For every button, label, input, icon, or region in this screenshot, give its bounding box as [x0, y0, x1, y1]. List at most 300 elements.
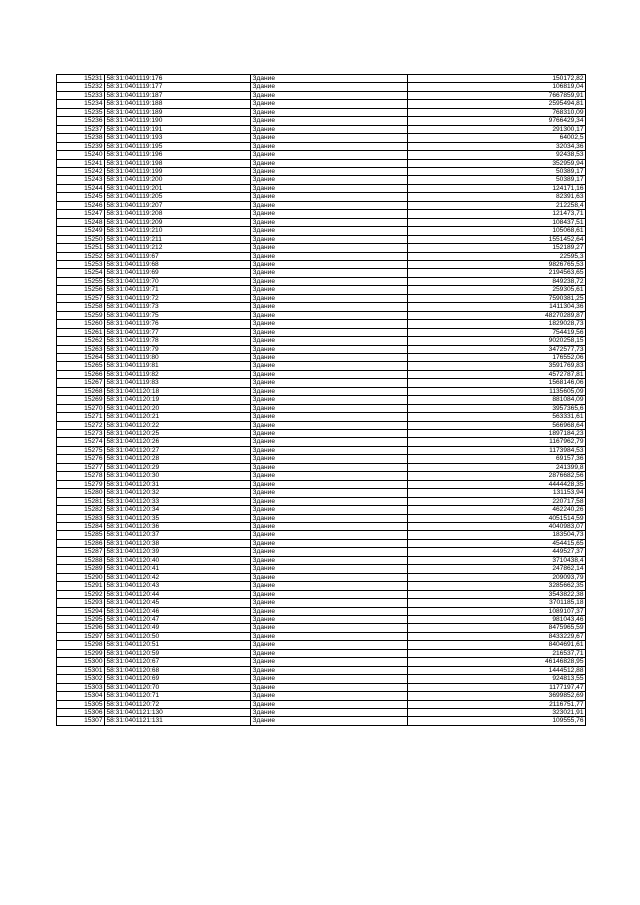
cadastral-number-cell: 58:31:0401120:33: [105, 497, 251, 505]
row-number-cell: 15291: [57, 582, 105, 590]
cadastral-value-cell: 454415,65: [408, 539, 586, 547]
cadastral-value-cell: 64002,5: [408, 134, 586, 142]
cadastral-number-cell: 58:31:0401120:31: [105, 480, 251, 488]
row-number-cell: 15256: [57, 286, 105, 294]
cadastral-number-cell: 58:31:0401120:28: [105, 455, 251, 463]
row-number-cell: 15304: [57, 692, 105, 700]
cadastral-value-cell: 121473,71: [408, 210, 586, 218]
cadastral-number-cell: 58:31:0401119:72: [105, 294, 251, 302]
row-number-cell: 15285: [57, 531, 105, 539]
object-type-cell: Здание: [251, 455, 408, 463]
cadastral-number-cell: 58:31:0401120:26: [105, 438, 251, 446]
object-type-cell: Здание: [251, 708, 408, 716]
row-number-cell: 15236: [57, 117, 105, 125]
cadastral-value-cell: 247862,14: [408, 565, 586, 573]
cadastral-value-cell: 209093,79: [408, 573, 586, 581]
row-number-cell: 15232: [57, 83, 105, 91]
object-type-cell: Здание: [251, 100, 408, 108]
row-number-cell: 15265: [57, 362, 105, 370]
cadastral-value-cell: 849238,72: [408, 277, 586, 285]
table-row: [57, 708, 586, 716]
object-type-cell: Здание: [251, 675, 408, 683]
cadastral-value-cell: 259305,61: [408, 286, 586, 294]
table-row: [57, 294, 586, 302]
cadastral-value-cell: 109555,76: [408, 717, 586, 725]
table-row: [57, 421, 586, 429]
object-type-cell: Здание: [251, 125, 408, 133]
row-number-cell: 15271: [57, 413, 105, 421]
object-type-cell: Здание: [251, 649, 408, 657]
cadastral-value-cell: 291300,17: [408, 125, 586, 133]
row-number-cell: 15243: [57, 176, 105, 184]
cadastral-value-cell: 352959,94: [408, 159, 586, 167]
cadastral-number-cell: 58:31:0401121:130: [105, 708, 251, 716]
table-row: [57, 624, 586, 632]
object-type-cell: Здание: [251, 632, 408, 640]
cadastral-number-cell: 58:31:0401120:20: [105, 404, 251, 412]
row-number-cell: 15242: [57, 167, 105, 175]
cadastral-value-cell: 1173984,53: [408, 446, 586, 454]
cadastral-number-cell: 58:31:0401120:44: [105, 590, 251, 598]
cadastral-number-cell: 58:31:0401119:69: [105, 269, 251, 277]
cadastral-number-cell: 58:31:0401120:38: [105, 539, 251, 547]
table-row: [57, 413, 586, 421]
cadastral-number-cell: 58:31:0401119:205: [105, 193, 251, 201]
cadastral-value-cell: 106819,04: [408, 83, 586, 91]
cadastral-value-cell: 462240,26: [408, 506, 586, 514]
cadastral-value-cell: 124171,16: [408, 184, 586, 192]
row-number-cell: 15245: [57, 193, 105, 201]
cadastral-value-cell: 176552,06: [408, 353, 586, 361]
row-number-cell: 15287: [57, 548, 105, 556]
table-row: [57, 159, 586, 167]
table-row: [57, 218, 586, 226]
table-row: [57, 142, 586, 150]
table-row: [57, 328, 586, 336]
cadastral-number-cell: 58:31:0401119:189: [105, 108, 251, 116]
cadastral-value-cell: 4572787,81: [408, 370, 586, 378]
cadastral-number-cell: 58:31:0401120:25: [105, 430, 251, 438]
cadastral-value-cell: 1444512,88: [408, 666, 586, 674]
table-body: [57, 75, 586, 726]
row-number-cell: 15267: [57, 379, 105, 387]
cadastral-number-cell: 58:31:0401119:188: [105, 100, 251, 108]
table-row: [57, 675, 586, 683]
object-type-cell: Здание: [251, 260, 408, 268]
object-type-cell: Здание: [251, 565, 408, 573]
object-type-cell: Здание: [251, 193, 408, 201]
object-type-cell: Здание: [251, 235, 408, 243]
object-type-cell: Здание: [251, 167, 408, 175]
table-row: [57, 303, 586, 311]
object-type-cell: Здание: [251, 717, 408, 725]
object-type-cell: Здание: [251, 387, 408, 395]
row-number-cell: 15270: [57, 404, 105, 412]
table-row: [57, 666, 586, 674]
cadastral-value-cell: 32034,36: [408, 142, 586, 150]
table-row: [57, 311, 586, 319]
row-number-cell: 15297: [57, 632, 105, 640]
cadastral-number-cell: 58:31:0401119:212: [105, 244, 251, 252]
table-row: [57, 184, 586, 192]
object-type-cell: Здание: [251, 421, 408, 429]
object-type-cell: Здание: [251, 472, 408, 480]
object-type-cell: Здание: [251, 700, 408, 708]
cadastral-value-cell: 3957365,6: [408, 404, 586, 412]
table-row: [57, 404, 586, 412]
row-number-cell: 15293: [57, 599, 105, 607]
cadastral-value-cell: 183504,73: [408, 531, 586, 539]
cadastral-number-cell: 58:31:0401120:51: [105, 641, 251, 649]
cadastral-number-cell: 58:31:0401119:190: [105, 117, 251, 125]
table-row: [57, 607, 586, 615]
cadastral-value-cell: 69157,36: [408, 455, 586, 463]
cadastral-value-cell: 2876682,56: [408, 472, 586, 480]
table-row: [57, 531, 586, 539]
row-number-cell: 15237: [57, 125, 105, 133]
cadastral-value-cell: 8404691,61: [408, 641, 586, 649]
row-number-cell: 15278: [57, 472, 105, 480]
table-row: [57, 353, 586, 361]
row-number-cell: 15238: [57, 134, 105, 142]
object-type-cell: Здание: [251, 379, 408, 387]
cadastral-number-cell: 58:31:0401119:193: [105, 134, 251, 142]
object-type-cell: Здание: [251, 142, 408, 150]
row-number-cell: 15262: [57, 337, 105, 345]
table-row: [57, 176, 586, 184]
table-row: [57, 134, 586, 142]
row-number-cell: 15273: [57, 430, 105, 438]
object-type-cell: Здание: [251, 658, 408, 666]
row-number-cell: 15305: [57, 700, 105, 708]
cadastral-value-cell: 2116751,77: [408, 700, 586, 708]
cadastral-value-cell: 924813,55: [408, 675, 586, 683]
cadastral-number-cell: 58:31:0401120:59: [105, 649, 251, 657]
object-type-cell: Здание: [251, 446, 408, 454]
row-number-cell: 15307: [57, 717, 105, 725]
cadastral-number-cell: 58:31:0401119:78: [105, 337, 251, 345]
row-number-cell: 15299: [57, 649, 105, 657]
cadastral-number-cell: 58:31:0401120:72: [105, 700, 251, 708]
cadastral-number-cell: 58:31:0401120:32: [105, 489, 251, 497]
object-type-cell: Здание: [251, 404, 408, 412]
table-row: [57, 438, 586, 446]
cadastral-number-cell: 58:31:0401120:34: [105, 506, 251, 514]
row-number-cell: 15290: [57, 573, 105, 581]
table-row: [57, 599, 586, 607]
table-row: [57, 193, 586, 201]
row-number-cell: 15259: [57, 311, 105, 319]
cadastral-value-cell: 212258,4: [408, 201, 586, 209]
table-row: [57, 91, 586, 99]
object-type-cell: Здание: [251, 294, 408, 302]
object-type-cell: Здание: [251, 489, 408, 497]
object-type-cell: Здание: [251, 269, 408, 277]
object-type-cell: Здание: [251, 151, 408, 159]
row-number-cell: 15248: [57, 218, 105, 226]
object-type-cell: Здание: [251, 590, 408, 598]
row-number-cell: 15280: [57, 489, 105, 497]
cadastral-number-cell: 58:31:0401119:207: [105, 201, 251, 209]
object-type-cell: Здание: [251, 218, 408, 226]
cadastral-number-cell: 58:31:0401119:79: [105, 345, 251, 353]
row-number-cell: 15260: [57, 320, 105, 328]
table-row: [57, 463, 586, 471]
table-row: [57, 446, 586, 454]
cadastral-value-cell: 3285662,35: [408, 582, 586, 590]
table-row: [57, 286, 586, 294]
row-number-cell: 15235: [57, 108, 105, 116]
cadastral-value-cell: 3710438,4: [408, 556, 586, 564]
cadastral-value-cell: 92438,53: [408, 151, 586, 159]
object-type-cell: Здание: [251, 683, 408, 691]
cadastral-number-cell: 58:31:0401120:43: [105, 582, 251, 590]
object-type-cell: Здание: [251, 438, 408, 446]
row-number-cell: 15289: [57, 565, 105, 573]
row-number-cell: 15276: [57, 455, 105, 463]
row-number-cell: 15266: [57, 370, 105, 378]
table-row: [57, 260, 586, 268]
table-row: [57, 658, 586, 666]
table-row: [57, 489, 586, 497]
table-row: [57, 514, 586, 522]
object-type-cell: Здание: [251, 370, 408, 378]
object-type-cell: Здание: [251, 624, 408, 632]
cadastral-value-cell: 3591769,83: [408, 362, 586, 370]
cadastral-value-cell: 1897184,23: [408, 430, 586, 438]
object-type-cell: Здание: [251, 531, 408, 539]
row-number-cell: 15288: [57, 556, 105, 564]
cadastral-value-cell: 981043,46: [408, 616, 586, 624]
object-type-cell: Здание: [251, 514, 408, 522]
table-row: [57, 556, 586, 564]
table-row: [57, 320, 586, 328]
cadastral-number-cell: 58:31:0401119:195: [105, 142, 251, 150]
cadastral-value-cell: 768310,09: [408, 108, 586, 116]
cadastral-number-cell: 58:31:0401120:41: [105, 565, 251, 573]
cadastral-value-cell: 1177197,47: [408, 683, 586, 691]
cadastral-number-cell: 58:31:0401119:177: [105, 83, 251, 91]
cadastral-value-cell: 22595,3: [408, 252, 586, 260]
table-row: [57, 244, 586, 252]
cadastral-value-cell: 8433229,67: [408, 632, 586, 640]
cadastral-number-cell: 58:31:0401120:18: [105, 387, 251, 395]
table-row: [57, 235, 586, 243]
cadastral-value-cell: 754419,56: [408, 328, 586, 336]
row-number-cell: 15301: [57, 666, 105, 674]
object-type-cell: Здание: [251, 159, 408, 167]
table-row: [57, 548, 586, 556]
object-type-cell: Здание: [251, 210, 408, 218]
object-type-cell: Здание: [251, 227, 408, 235]
object-type-cell: Здание: [251, 582, 408, 590]
object-type-cell: Здание: [251, 134, 408, 142]
row-number-cell: 15277: [57, 463, 105, 471]
row-number-cell: 15244: [57, 184, 105, 192]
table-row: [57, 539, 586, 547]
object-type-cell: Здание: [251, 303, 408, 311]
object-type-cell: Здание: [251, 345, 408, 353]
table-row: [57, 632, 586, 640]
object-type-cell: Здание: [251, 184, 408, 192]
cadastral-value-cell: 48270289,87: [408, 311, 586, 319]
table-row: [57, 396, 586, 404]
table-row: [57, 523, 586, 531]
cadastral-number-cell: 58:31:0401119:77: [105, 328, 251, 336]
row-number-cell: 15279: [57, 480, 105, 488]
object-type-cell: Здание: [251, 463, 408, 471]
table-row: [57, 472, 586, 480]
table-row: [57, 337, 586, 345]
row-number-cell: 15264: [57, 353, 105, 361]
cadastral-number-cell: 58:31:0401119:76: [105, 320, 251, 328]
row-number-cell: 15241: [57, 159, 105, 167]
object-type-cell: Здание: [251, 252, 408, 260]
row-number-cell: 15250: [57, 235, 105, 243]
table-row: [57, 125, 586, 133]
table-row: [57, 345, 586, 353]
cadastral-value-cell: 2595494,81: [408, 100, 586, 108]
cadastral-value-cell: 563331,61: [408, 413, 586, 421]
cadastral-number-cell: 58:31:0401119:71: [105, 286, 251, 294]
cadastral-number-cell: 58:31:0401120:67: [105, 658, 251, 666]
row-number-cell: 15253: [57, 260, 105, 268]
row-number-cell: 15257: [57, 294, 105, 302]
cadastral-value-cell: 50389,17: [408, 167, 586, 175]
cadastral-number-cell: 58:31:0401120:29: [105, 463, 251, 471]
table-row: [57, 370, 586, 378]
row-number-cell: 15251: [57, 244, 105, 252]
object-type-cell: Здание: [251, 91, 408, 99]
cadastral-value-cell: 108437,51: [408, 218, 586, 226]
row-number-cell: 15282: [57, 506, 105, 514]
cadastral-value-cell: 9766429,34: [408, 117, 586, 125]
row-number-cell: 15239: [57, 142, 105, 150]
cadastral-number-cell: 58:31:0401120:69: [105, 675, 251, 683]
cadastral-number-cell: 58:31:0401120:21: [105, 413, 251, 421]
cadastral-value-cell: 105068,61: [408, 227, 586, 235]
cadastral-number-cell: 58:31:0401119:199: [105, 167, 251, 175]
table-row: [57, 641, 586, 649]
cadastral-value-cell: 241399,8: [408, 463, 586, 471]
cadastral-value-cell: 7590381,25: [408, 294, 586, 302]
row-number-cell: 15274: [57, 438, 105, 446]
object-type-cell: Здание: [251, 616, 408, 624]
object-type-cell: Здание: [251, 599, 408, 607]
row-number-cell: 15306: [57, 708, 105, 716]
cadastral-number-cell: 58:31:0401119:68: [105, 260, 251, 268]
row-number-cell: 15240: [57, 151, 105, 159]
row-number-cell: 15281: [57, 497, 105, 505]
cadastral-value-cell: 46146828,95: [408, 658, 586, 666]
table-row: [57, 590, 586, 598]
table-row: [57, 201, 586, 209]
cadastral-value-cell: 1135605,09: [408, 387, 586, 395]
table-row: [57, 277, 586, 285]
row-number-cell: 15303: [57, 683, 105, 691]
table-row: [57, 649, 586, 657]
cadastral-number-cell: 58:31:0401119:73: [105, 303, 251, 311]
table-row: [57, 455, 586, 463]
table-row: [57, 582, 586, 590]
cadastral-number-cell: 58:31:0401120:68: [105, 666, 251, 674]
cadastral-number-cell: 58:31:0401119:209: [105, 218, 251, 226]
row-number-cell: 15252: [57, 252, 105, 260]
object-type-cell: Здание: [251, 692, 408, 700]
row-number-cell: 15246: [57, 201, 105, 209]
row-number-cell: 15247: [57, 210, 105, 218]
cadastral-number-cell: 58:31:0401120:39: [105, 548, 251, 556]
object-type-cell: Здание: [251, 201, 408, 209]
cadastral-table: [56, 74, 586, 726]
object-type-cell: Здание: [251, 337, 408, 345]
cadastral-value-cell: 9020258,15: [408, 337, 586, 345]
cadastral-number-cell: 58:31:0401119:82: [105, 370, 251, 378]
table-row: [57, 387, 586, 395]
cadastral-value-cell: 152189,27: [408, 244, 586, 252]
object-type-cell: Здание: [251, 277, 408, 285]
cadastral-value-cell: 131153,94: [408, 489, 586, 497]
object-type-cell: Здание: [251, 176, 408, 184]
object-type-cell: Здание: [251, 480, 408, 488]
cadastral-number-cell: 58:31:0401119:67: [105, 252, 251, 260]
cadastral-number-cell: 58:31:0401121:131: [105, 717, 251, 725]
cadastral-number-cell: 58:31:0401119:176: [105, 75, 251, 83]
cadastral-number-cell: 58:31:0401119:200: [105, 176, 251, 184]
table-row: [57, 616, 586, 624]
cadastral-value-cell: 4051514,59: [408, 514, 586, 522]
row-number-cell: 15249: [57, 227, 105, 235]
cadastral-number-cell: 58:31:0401120:36: [105, 523, 251, 531]
table-row: [57, 210, 586, 218]
cadastral-number-cell: 58:31:0401120:45: [105, 599, 251, 607]
object-type-cell: Здание: [251, 83, 408, 91]
row-number-cell: 15284: [57, 523, 105, 531]
cadastral-number-cell: 58:31:0401120:47: [105, 616, 251, 624]
table-row: [57, 480, 586, 488]
object-type-cell: Здание: [251, 430, 408, 438]
cadastral-number-cell: 58:31:0401119:196: [105, 151, 251, 159]
cadastral-value-cell: 881084,09: [408, 396, 586, 404]
table-row: [57, 497, 586, 505]
row-number-cell: 15292: [57, 590, 105, 598]
cadastral-number-cell: 58:31:0401120:46: [105, 607, 251, 615]
cadastral-number-cell: 58:31:0401119:70: [105, 277, 251, 285]
cadastral-value-cell: 3543822,38: [408, 590, 586, 598]
cadastral-number-cell: 58:31:0401120:70: [105, 683, 251, 691]
cadastral-number-cell: 58:31:0401119:187: [105, 91, 251, 99]
cadastral-number-cell: 58:31:0401120:22: [105, 421, 251, 429]
row-number-cell: 15233: [57, 91, 105, 99]
object-type-cell: Здание: [251, 108, 408, 116]
cadastral-value-cell: 220717,58: [408, 497, 586, 505]
row-number-cell: 15295: [57, 616, 105, 624]
row-number-cell: 15258: [57, 303, 105, 311]
cadastral-number-cell: 58:31:0401119:83: [105, 379, 251, 387]
table-row: [57, 100, 586, 108]
cadastral-number-cell: 58:31:0401119:191: [105, 125, 251, 133]
row-number-cell: 15302: [57, 675, 105, 683]
object-type-cell: Здание: [251, 362, 408, 370]
object-type-cell: Здание: [251, 641, 408, 649]
table-row: [57, 430, 586, 438]
document-sheet: [56, 74, 585, 726]
object-type-cell: Здание: [251, 573, 408, 581]
cadastral-number-cell: 58:31:0401120:49: [105, 624, 251, 632]
row-number-cell: 15268: [57, 387, 105, 395]
table-row: [57, 108, 586, 116]
cadastral-number-cell: 58:31:0401120:27: [105, 446, 251, 454]
